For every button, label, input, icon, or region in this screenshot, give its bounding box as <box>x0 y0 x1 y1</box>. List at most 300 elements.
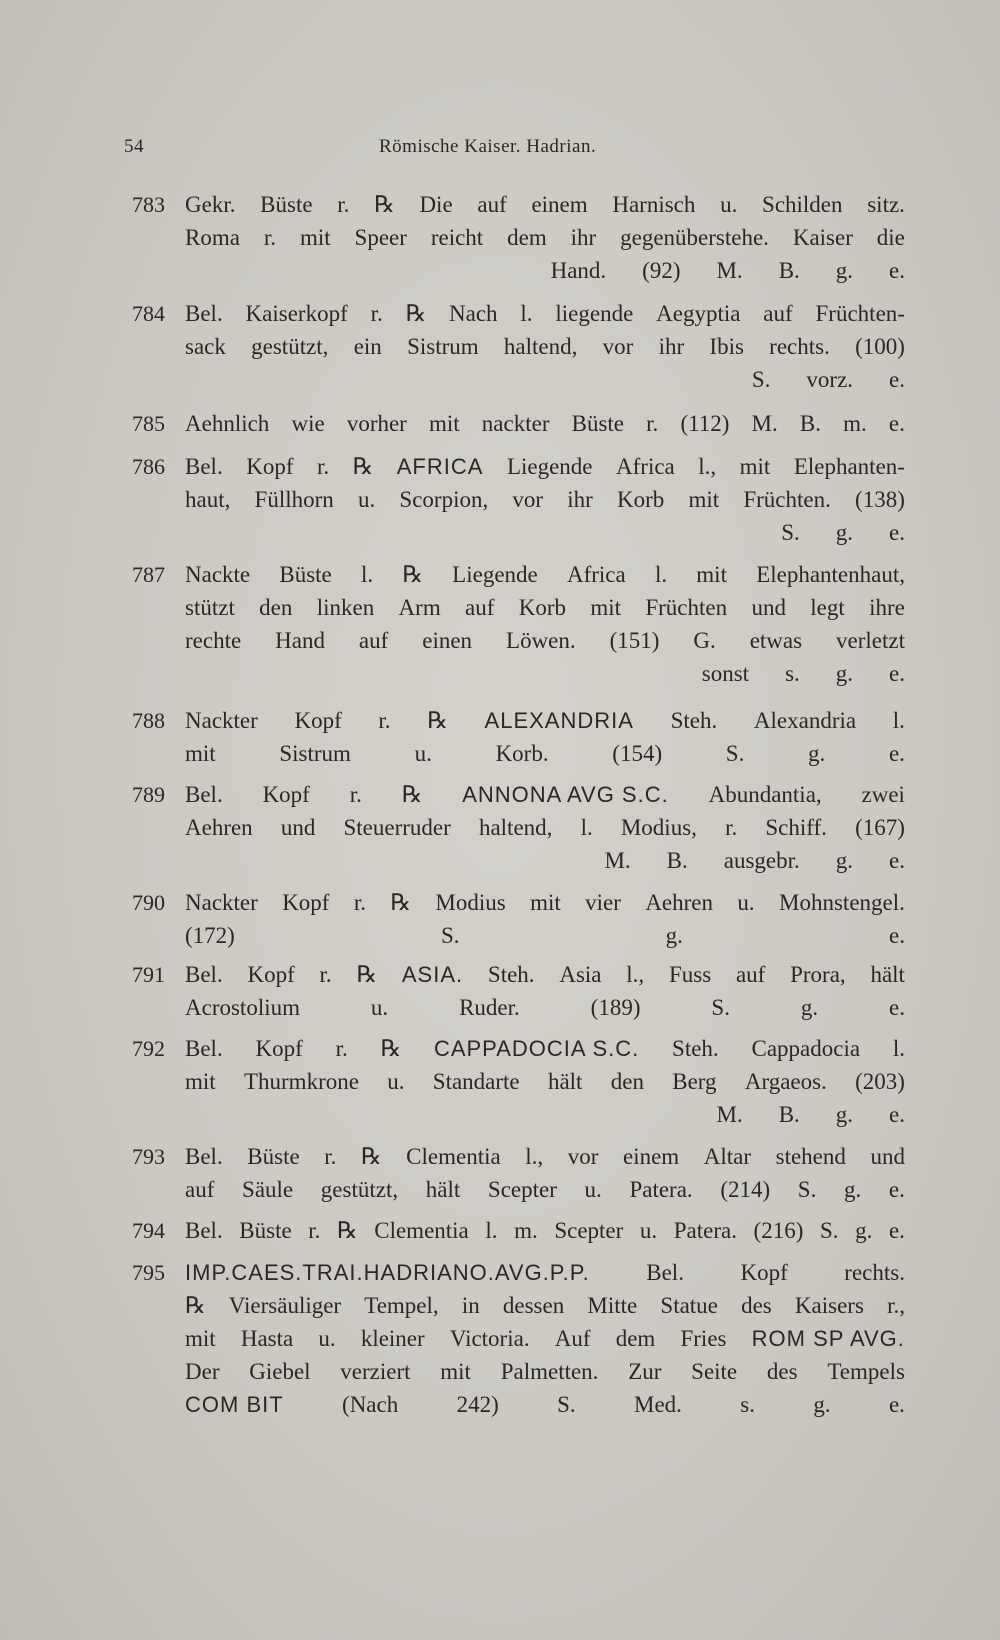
word: mit <box>185 741 216 766</box>
word: (Nach <box>342 1392 399 1417</box>
entry-number: 788 <box>132 708 165 733</box>
word: e. <box>888 741 905 766</box>
word: r. <box>353 890 366 915</box>
coin-legend: AFRICA <box>396 454 484 479</box>
word: Kopf <box>262 782 310 807</box>
coin-legend: ALEXANDRIA <box>484 708 634 733</box>
word: Bel. <box>185 962 223 987</box>
word: Korb <box>617 487 665 512</box>
entry-line <box>185 844 905 877</box>
word: l., <box>525 1144 544 1169</box>
word: u. <box>370 995 389 1020</box>
entry-line <box>185 188 905 221</box>
word: den <box>610 1069 644 1094</box>
entry-line <box>185 1289 905 1322</box>
word: ihre <box>869 595 905 620</box>
word: e. <box>889 1102 905 1127</box>
word: hält <box>870 962 905 987</box>
entry-line <box>185 1256 905 1289</box>
word: haltend, <box>478 815 553 840</box>
word: Gekr. <box>185 192 236 217</box>
word: S. <box>557 1392 576 1417</box>
word: u. <box>720 192 738 217</box>
entry-line <box>185 737 905 770</box>
entry-number: 791 <box>132 962 165 987</box>
word: g. <box>835 258 854 283</box>
word: einem <box>623 1144 680 1169</box>
word: Arm <box>398 595 441 620</box>
word: des <box>766 1359 798 1384</box>
word: Büste <box>247 1144 300 1169</box>
word: g. <box>835 520 854 545</box>
word: r. <box>335 1036 348 1061</box>
word: liegende <box>555 301 634 326</box>
word: e. <box>888 411 905 436</box>
word: auf <box>358 628 389 653</box>
word: Säule <box>242 1177 294 1202</box>
word: l. <box>520 301 533 326</box>
running-title: Römische Kaiser. Hadrian. <box>379 136 597 157</box>
word: Altar <box>703 1144 752 1169</box>
word: Büste <box>279 562 332 587</box>
word: Aehnlich <box>185 411 270 436</box>
entry-line <box>185 1140 905 1173</box>
word: Argaeos. <box>744 1069 827 1094</box>
word: ℞ <box>390 890 412 915</box>
word: Clementia <box>406 1144 501 1169</box>
word: Schiff. <box>765 815 827 840</box>
word: m. <box>514 1218 538 1243</box>
word: g. <box>813 1392 831 1417</box>
word: ℞ <box>185 1293 206 1318</box>
word: g. <box>835 661 854 686</box>
word: legt <box>810 595 845 620</box>
word: ihr <box>570 225 597 250</box>
word: Sistrum <box>279 741 351 766</box>
entry-number: 792 <box>132 1036 165 1061</box>
word: mit <box>185 1326 216 1351</box>
word: g. <box>665 923 683 948</box>
word: r. <box>370 301 383 326</box>
word: Kopf <box>282 890 330 915</box>
word: u. <box>318 1326 336 1351</box>
word: Statue <box>660 1293 718 1318</box>
word: rechte <box>185 628 242 653</box>
word: u. <box>387 1069 405 1094</box>
word: den <box>259 595 293 620</box>
word: auf <box>465 595 495 620</box>
word: Löwen. <box>506 628 576 653</box>
word: Bel. <box>185 1036 223 1061</box>
word: (138) <box>855 487 905 512</box>
word: hält <box>425 1177 461 1202</box>
word: S. <box>781 520 800 545</box>
word: Nackter <box>185 890 258 915</box>
word: und <box>870 1144 905 1169</box>
word: sonst <box>701 661 750 686</box>
word: Kopf <box>255 1036 303 1061</box>
word: gestützt, <box>251 334 329 359</box>
word: Scepter <box>487 1177 557 1202</box>
entry-number: 794 <box>132 1218 165 1243</box>
word: u. <box>357 487 376 512</box>
entry-line <box>185 657 905 690</box>
word: ℞ <box>380 1036 402 1061</box>
word: ℞ <box>352 454 374 479</box>
word: Alexandria <box>753 708 857 733</box>
word: Früchten <box>645 595 728 620</box>
word: Ibis <box>709 334 744 359</box>
word: Kopf <box>247 962 295 987</box>
word: Giebel <box>249 1359 311 1384</box>
word: (112) <box>680 411 730 436</box>
word: Bel. <box>185 454 223 479</box>
word: linken <box>316 595 375 620</box>
word: Steuerruder <box>343 815 451 840</box>
word: Victoria. <box>449 1326 530 1351</box>
word: und <box>280 815 316 840</box>
entry-number: 789 <box>132 782 165 807</box>
word: Zur <box>628 1359 662 1384</box>
word: Patera. <box>629 1177 693 1202</box>
word: (92) <box>642 258 681 283</box>
word: (154) <box>612 741 663 766</box>
word: Aehren <box>645 890 713 915</box>
word: mit <box>530 890 561 915</box>
word: sack <box>185 334 226 359</box>
word: e. <box>888 1392 905 1417</box>
word: Kopf <box>740 1260 788 1285</box>
word: auf <box>185 1177 215 1202</box>
word: Auf <box>554 1326 591 1351</box>
word: r. <box>378 708 391 733</box>
word: (189) <box>590 995 641 1020</box>
word: Viersäuliger <box>228 1293 342 1318</box>
word: ℞ <box>427 708 448 733</box>
entry-number: 790 <box>132 890 165 915</box>
word: Ruder. <box>459 995 520 1020</box>
word: Büste <box>260 192 313 217</box>
word: (203) <box>855 1069 905 1094</box>
coin-legend: ROM SP AVG. <box>751 1326 905 1351</box>
word: (216) <box>753 1218 804 1243</box>
word: Mohnstengel. <box>779 890 905 915</box>
word: S. <box>440 923 460 948</box>
word: ausgebr. <box>723 848 800 873</box>
entry-line <box>185 991 905 1024</box>
entry-line <box>185 1355 905 1388</box>
word: Modius <box>435 890 506 915</box>
word: Kopf <box>246 454 294 479</box>
word: m. <box>843 411 867 436</box>
word: g. <box>800 995 819 1020</box>
word: dem <box>615 1326 656 1351</box>
word: u. <box>639 1218 658 1243</box>
entry-number: 785 <box>132 411 165 436</box>
word: r. <box>349 782 362 807</box>
word: e. <box>889 995 905 1020</box>
word: B. <box>799 411 821 436</box>
word: r., <box>887 1293 905 1318</box>
word: Tempels <box>827 1359 905 1384</box>
word: e. <box>889 258 905 283</box>
word: Hand. <box>550 258 607 283</box>
entry-number: 793 <box>132 1144 165 1169</box>
word: r. <box>337 192 350 217</box>
word: ℞ <box>405 301 427 326</box>
word: e. <box>888 1177 905 1202</box>
word: Früchten. <box>743 487 831 512</box>
word: B. <box>778 1102 800 1127</box>
word: l. <box>580 815 593 840</box>
word: Korb. <box>495 741 549 766</box>
word: mit <box>185 1069 216 1094</box>
word: G. <box>693 628 716 653</box>
entry-line <box>185 704 905 737</box>
word: S. <box>797 1177 817 1202</box>
word: S. <box>711 995 730 1020</box>
word: Steh. <box>670 708 718 733</box>
entry-number: 786 <box>132 454 165 479</box>
word: u. <box>737 890 755 915</box>
word: Bel. <box>185 1218 223 1243</box>
word: g. <box>835 1102 854 1127</box>
word: vor <box>567 1144 599 1169</box>
word: l., <box>698 454 717 479</box>
word: einem <box>531 192 588 217</box>
word: und <box>751 595 786 620</box>
word: dessen <box>502 1293 565 1318</box>
word: Kopf <box>294 708 342 733</box>
word: Liegende <box>506 454 593 479</box>
coin-legend: ASIA. <box>401 962 464 987</box>
word: Nach <box>449 301 498 326</box>
entry-line <box>185 558 905 591</box>
word: Standarte <box>432 1069 520 1094</box>
word: vier <box>585 890 621 915</box>
word: s. <box>785 661 800 686</box>
word: e. <box>889 848 905 873</box>
word: B. <box>666 848 688 873</box>
entry-line <box>185 1322 905 1355</box>
word: Korb <box>518 595 567 620</box>
word: r. <box>725 815 738 840</box>
entry-number: 795 <box>132 1260 165 1285</box>
word: Kaiserkopf <box>245 301 348 326</box>
word: e. <box>889 661 905 686</box>
word: mit <box>688 487 720 512</box>
word: S. <box>819 1218 839 1243</box>
word: r. <box>263 225 277 250</box>
word: sitz. <box>867 192 905 217</box>
word: l. <box>360 562 374 587</box>
word: stehend <box>775 1144 846 1169</box>
word: auf <box>735 962 766 987</box>
word: l. <box>892 708 905 733</box>
word: Steh. <box>672 1036 719 1061</box>
entry-line <box>185 1065 905 1098</box>
word: Tempel, <box>364 1293 439 1318</box>
entry-line <box>185 297 905 330</box>
word: r. <box>308 1218 321 1243</box>
word: M. <box>716 1102 743 1127</box>
entry-line <box>185 1173 905 1206</box>
word: des <box>741 1293 772 1318</box>
word: Fuss <box>668 962 712 987</box>
word: verziert <box>340 1359 411 1384</box>
word: Füllhorn <box>254 487 334 512</box>
entry-line <box>185 886 905 919</box>
word: Med. <box>634 1392 682 1417</box>
word: Abundantia, <box>708 782 822 807</box>
word: Bel. <box>185 301 223 326</box>
word: Kaisers <box>794 1293 864 1318</box>
word: M. <box>716 258 743 283</box>
word: in <box>461 1293 480 1318</box>
word: vorz. <box>806 367 854 392</box>
word: die <box>876 225 905 250</box>
word: mit <box>428 411 460 436</box>
word: Aegyptia <box>656 301 741 326</box>
word: e. <box>889 367 905 392</box>
word: Harnisch <box>612 192 696 217</box>
word: reicht <box>430 225 484 250</box>
entry-line <box>185 363 905 396</box>
word: Hand <box>275 628 325 653</box>
word: u. <box>414 741 432 766</box>
word: e. <box>888 1218 905 1243</box>
word: Kaiser <box>792 225 853 250</box>
word: wie <box>291 411 325 436</box>
word: Speer <box>354 225 407 250</box>
word: mit <box>696 562 727 587</box>
word: u. <box>584 1177 602 1202</box>
word: ℞ <box>401 782 423 807</box>
word: Bel. <box>185 782 223 807</box>
word: (151) <box>609 628 660 653</box>
word: M. <box>604 848 631 873</box>
word: nackter <box>481 411 550 436</box>
word: 242) <box>456 1392 499 1417</box>
word: einen <box>422 628 473 653</box>
word: ihr <box>658 334 685 359</box>
coin-legend: IMP.CAES.TRAI.HADRIANO.AVG.P.P. <box>185 1260 590 1285</box>
entry-line <box>185 624 905 657</box>
word: Elephantenhaut, <box>756 562 905 587</box>
word: Die <box>419 192 453 217</box>
entry-line <box>185 1032 905 1065</box>
word: S. <box>751 367 771 392</box>
entry-line <box>185 919 905 952</box>
word: auf <box>763 301 793 326</box>
word: Steh. <box>487 962 535 987</box>
word: Scorpion, <box>399 487 489 512</box>
word: Liegende <box>452 562 538 587</box>
word: Aehren <box>185 815 253 840</box>
word: l. <box>485 1218 498 1243</box>
word: ℞ <box>360 1144 382 1169</box>
word: Palmetten. <box>500 1359 599 1384</box>
word: B. <box>778 258 800 283</box>
word: r. <box>319 962 332 987</box>
word: Der <box>185 1359 220 1384</box>
word: r. <box>316 454 330 479</box>
word: r. <box>324 1144 337 1169</box>
word: dem <box>507 225 547 250</box>
word: Patera. <box>673 1218 737 1243</box>
word: e. <box>889 520 905 545</box>
word: Scepter <box>554 1218 624 1243</box>
word: (172) <box>185 923 235 948</box>
word: Clementia <box>374 1218 469 1243</box>
word: Sistrum <box>407 334 479 359</box>
word: kleiner <box>360 1326 425 1351</box>
entry-line <box>185 1388 905 1421</box>
entry-number: 784 <box>132 301 165 326</box>
entry-line <box>185 483 905 516</box>
word: gegenüberstehe. <box>620 225 769 250</box>
word: (100) <box>855 334 905 359</box>
word: s. <box>740 1392 755 1417</box>
word: l. <box>892 1036 905 1061</box>
word: e. <box>889 923 905 948</box>
word: Fries <box>680 1326 727 1351</box>
word: gestützt, <box>320 1177 399 1202</box>
word: verletzt <box>836 628 905 653</box>
word: Büste <box>239 1218 292 1243</box>
entry-line <box>185 221 905 254</box>
word: mit <box>739 454 771 479</box>
word: l. <box>654 562 668 587</box>
word: Roma <box>185 225 240 250</box>
word: g. <box>855 1218 873 1243</box>
word: ihr <box>567 487 593 512</box>
word: (167) <box>855 815 905 840</box>
word: Bel. <box>185 1144 223 1169</box>
entry-line <box>185 407 905 440</box>
word: l., <box>626 962 645 987</box>
word: zwei <box>861 782 905 807</box>
word: etwas <box>749 628 803 653</box>
word: Asia <box>559 962 602 987</box>
word: Nackter <box>185 708 258 733</box>
word: r. <box>646 411 659 436</box>
word: haut, <box>185 487 231 512</box>
word: g. <box>844 1177 862 1202</box>
word: Elephanten- <box>793 454 905 479</box>
word: ℞ <box>356 962 378 987</box>
word: Seite <box>691 1359 738 1384</box>
entry-line <box>185 1098 905 1131</box>
word: stützt <box>185 595 235 620</box>
word: Thurmkrone <box>243 1069 359 1094</box>
word: (214) <box>720 1177 771 1202</box>
coin-legend: ANNONA AVG S.C. <box>462 782 669 807</box>
word: rechts. <box>769 334 830 359</box>
word: S. <box>725 741 745 766</box>
entry-line <box>185 958 905 991</box>
word: ℞ <box>337 1218 358 1243</box>
entry-number: 783 <box>132 192 165 217</box>
word: Hasta <box>240 1326 294 1351</box>
word: Acrostolium <box>185 995 300 1020</box>
word: ℞ <box>374 192 395 217</box>
coin-legend: CAPPADOCIA S.C. <box>433 1036 640 1061</box>
word: Berg <box>672 1069 717 1094</box>
word: Modius, <box>620 815 697 840</box>
word: Schilden <box>762 192 843 217</box>
word: vor <box>602 334 634 359</box>
